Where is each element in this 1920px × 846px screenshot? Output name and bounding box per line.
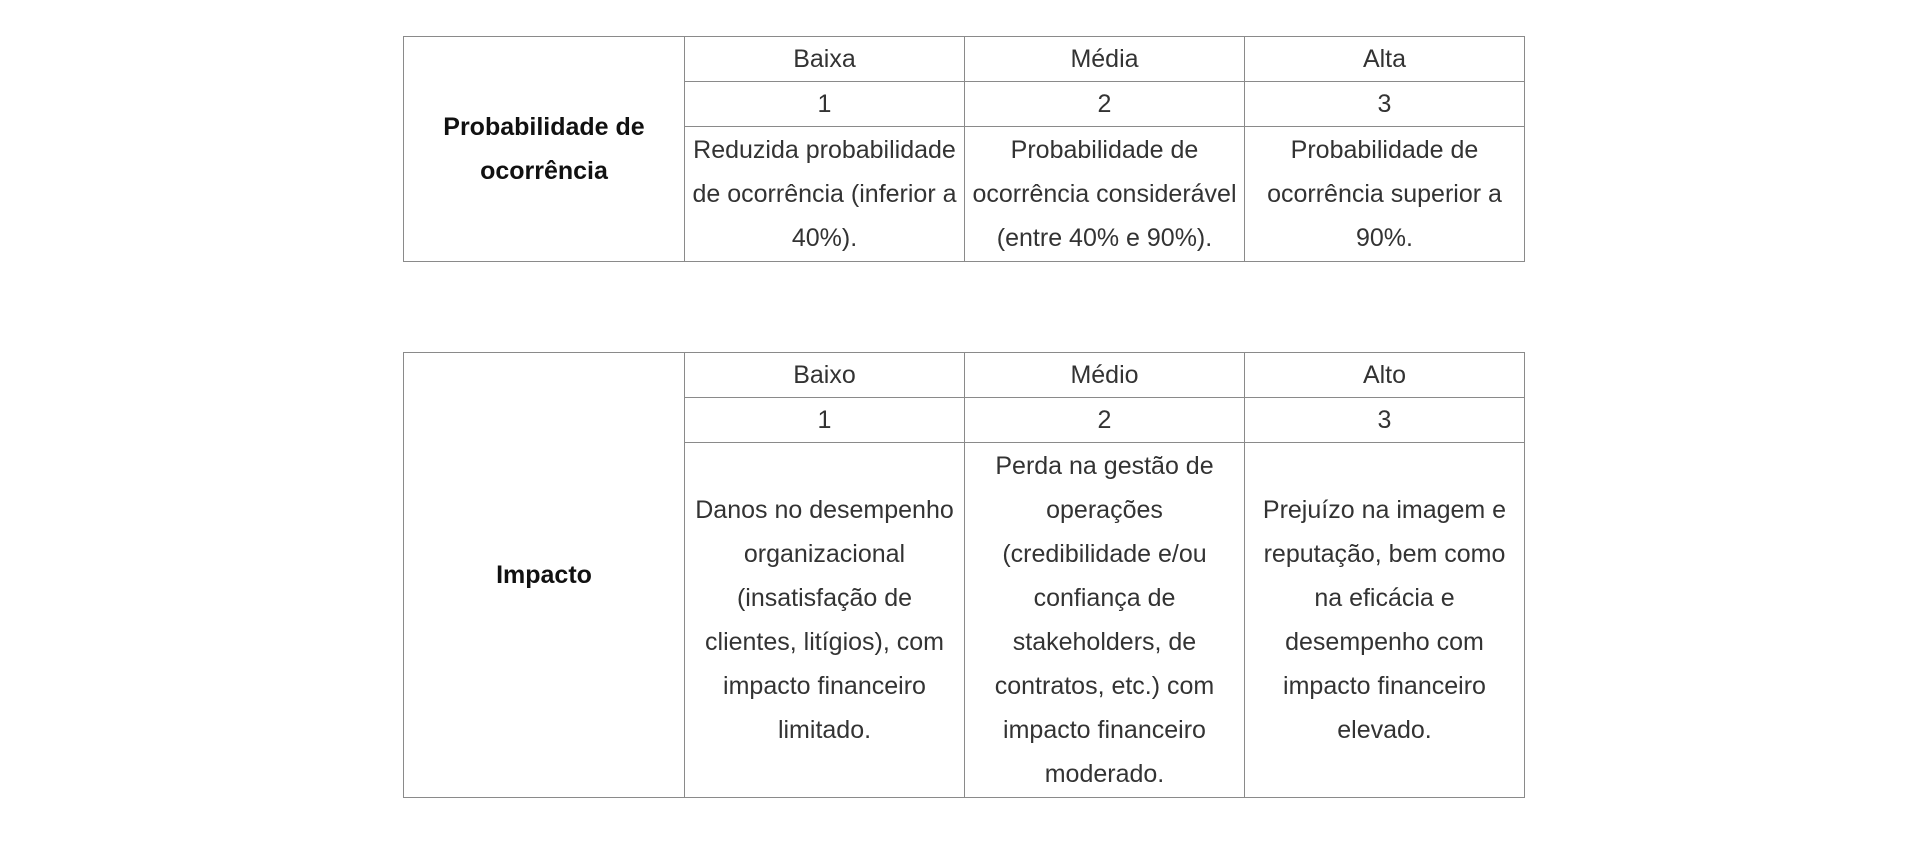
level-row <box>404 37 1525 82</box>
probability-row-header: Probabilidade de ocorrência <box>404 37 685 262</box>
level-low: Baixa <box>685 37 965 82</box>
description-medium: Perda na gestão de operações (credibilidade e/ou confiança de stakeholders, de contratos, etc.) com impacto financeiro moderado. <box>965 443 1245 798</box>
impact-row-header: Impacto <box>404 353 685 798</box>
score-medium: 2 <box>965 82 1245 127</box>
level-row <box>404 353 1525 398</box>
description-high: Probabilidade de ocorrência superior a 90%. <box>1245 127 1525 262</box>
description-low: Reduzida probabilidade de ocorrência (inferior a 40%). <box>685 127 965 262</box>
level-low: Baixo <box>685 353 965 398</box>
probability-table <box>403 36 1525 262</box>
description-high: Prejuízo na imagem e reputação, bem como na eficácia e desempenho com impacto financeiro elevado. <box>1245 443 1525 798</box>
level-high: Alto <box>1245 353 1525 398</box>
level-medium: Médio <box>965 353 1245 398</box>
score-high: 3 <box>1245 398 1525 443</box>
level-medium: Média <box>965 37 1245 82</box>
score-medium: 2 <box>965 398 1245 443</box>
impact-table <box>403 352 1525 798</box>
score-low: 1 <box>685 82 965 127</box>
description-medium: Probabilidade de ocorrência considerável (entre 40% e 90%). <box>965 127 1245 262</box>
score-low: 1 <box>685 398 965 443</box>
level-high: Alta <box>1245 37 1525 82</box>
score-high: 3 <box>1245 82 1525 127</box>
description-low: Danos no desempenho organizacional (insatisfação de clientes, litígios), com impacto financeiro limitado. <box>685 443 965 798</box>
